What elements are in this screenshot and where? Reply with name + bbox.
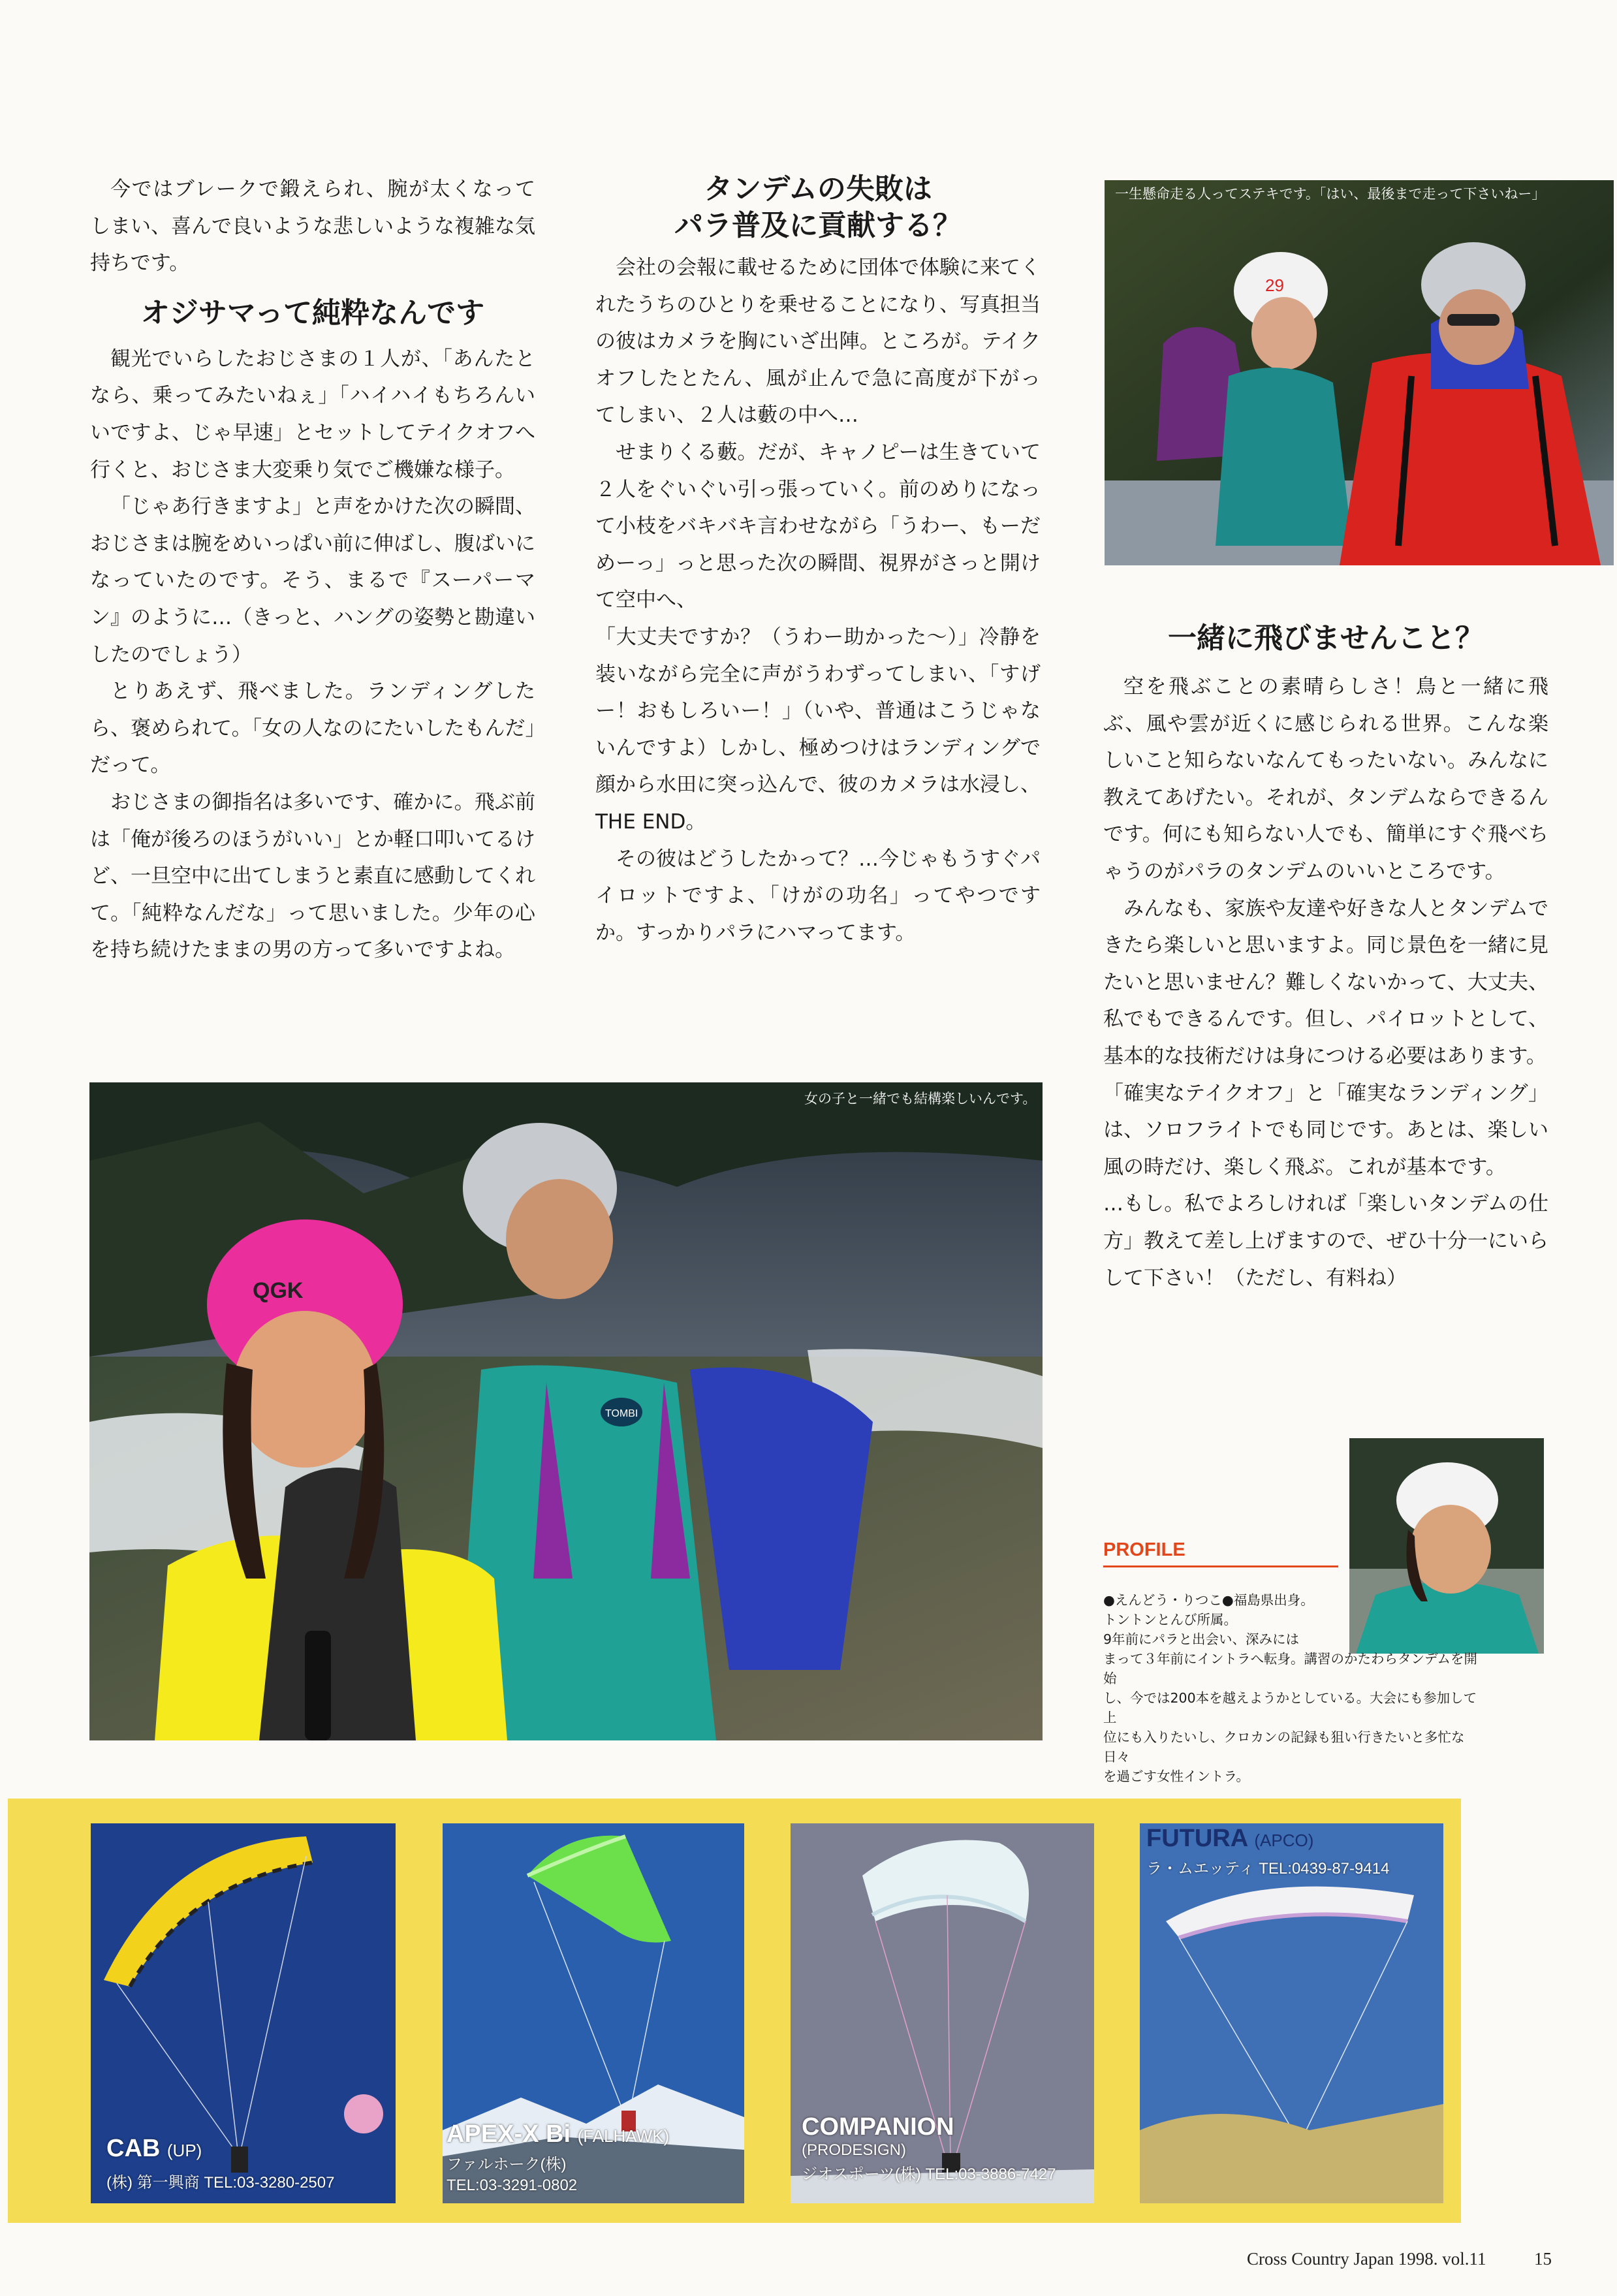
- profile-text: [1103, 1590, 1488, 1786]
- profile-title: PROFILE: [1103, 1539, 1185, 1560]
- article-column-1: [90, 171, 535, 969]
- paragraph: せまりくる藪。だが、キャノピーは生きていて２人をぐいぐい引っ張っていく。前のめりになって小枝をバキバキ言わせながら「うわー、もーだめーっ」っと思った次の瞬間、視界がさっと開けて空中へ、: [595, 440, 1041, 612]
- glider-name: FUTURA: [1146, 1825, 1248, 1852]
- heading-line: タンデムの失敗は: [704, 172, 932, 206]
- paragraph: 「大丈夫ですか？（うわー助かった〜）」冷静を装いながら完全に声がうわずってしまい、「すげー！おもしろいー！」（いや、普通はこうじゃないんですよ）しかし、極めつけはランディングで顔から水田に突っ込んで、彼のカメラは水浸し、THE END。: [595, 625, 1041, 834]
- glider-maker: (APCO): [1254, 1831, 1314, 1850]
- profile-divider: [1103, 1565, 1338, 1567]
- photo-caption: 女の子と一緒でも結構楽しいんです。: [804, 1091, 1037, 1107]
- section-heading: オジサマって純粋なんです: [140, 296, 485, 330]
- paragraph: 観光でいらしたおじさまの１人が、「あんたとなら、乗ってみたいねぇ」「ハイハイもちろんいいですよ、じゃ早速」とセットしてテイクオフへ行くと、おじさま大変乗り気でご機嫌な様子。: [90, 347, 535, 482]
- glider-name: APEX-X Bi: [447, 2120, 571, 2148]
- glider-label-apex: [447, 2120, 669, 2195]
- paragraph: その彼はどうしたかって？…今じゃもうすぐパイロットですよ、「けがの功名」ってやつですか。すっかりパラにハマってます。: [595, 847, 1041, 945]
- paragraph: みんなも、家族や友達や好きな人とタンデムできたら楽しいと思いますよ。同じ景色を一緒に見たいと思いません？難しくないかって、大丈夫、私でもできるんです。但し、パイロットとして、基本的な技術だけは身につける必要はあります。: [1103, 896, 1548, 1068]
- glider-label-cab: [106, 2135, 334, 2192]
- paragraph: おじさまの御指名は多いです、確かに。飛ぶ前は「俺が後ろのほうがいい」とか軽口叩いてるけど、一旦空中に出てしまうと素直に感動してくれて。「純粋なんだな」って思いました。少年の心を持ち続けたままの男の方って多いですよね。: [90, 790, 535, 962]
- section-heading: 一緒に飛びませんこと？: [1168, 621, 1484, 655]
- paragraph: 会社の会報に載せるために団体で体験に来てくれたうちのひとりを乗せることになり、写真担当の彼はカメラを胸にいざ出陣。ところが。テイクオフしたとたん、風が止んで急に高度が下がってしまい、２人は藪の中へ…: [595, 256, 1041, 428]
- glider-name: CAB: [106, 2135, 161, 2162]
- glider-contact: ラ・ムエッティ TEL:0439-87-9414: [1146, 1860, 1390, 1878]
- tandem-running-photo: [1105, 180, 1614, 565]
- paragraph: 今ではブレークで鍛えられ、腕が太くなってしまい、喜んで良いような悲しいような複雑な気持ちです。: [90, 178, 535, 275]
- glider-photo-futura: [1140, 1823, 1443, 2203]
- helmet-number: 29: [1265, 275, 1284, 295]
- glider-maker: (PRODESIGN): [802, 2141, 907, 2159]
- badge-text: TOMBI: [605, 1408, 638, 1419]
- article-column-2: [595, 171, 1041, 951]
- glider-label-futura: [1146, 1825, 1389, 1878]
- publication-name: Cross Country Japan 1998. vol.11: [1247, 2249, 1486, 2269]
- helmet-logo: QGK: [253, 1278, 304, 1303]
- paragraph: 空を飛ぶことの素晴らしさ！鳥と一緒に飛ぶ、風や雲が近くに感じられる世界。こんな楽しいこと知らないなんてもったいない。みんなに教えてあげたい。それが、タンデムならできるんです。何にも知らない人でも、簡単にすぐ飛べちゃうのがパラのタンデムのいいところです。: [1103, 675, 1548, 883]
- section-heading: [595, 171, 1041, 244]
- profile-line: し、今では200本を越えようかとしている。大会にも参加して上: [1103, 1690, 1477, 1725]
- glider-contact: ジオスポーツ(株) TEL:03-3886-7427: [802, 2165, 1056, 2183]
- paragraph: 「じゃあ行きますよ」と声をかけた次の瞬間、おじさまは腕をめいっぱい前に伸ばし、腹ばいになっていたのです。そう、まるで『スーパーマン』のように…（きっと、ハングの姿勢と勘違いしたのでしょう）: [90, 495, 535, 667]
- glider-maker: (UP): [166, 2141, 202, 2160]
- glider-contact: ファルホーク(株): [447, 2156, 567, 2173]
- glider-label-companion: [802, 2113, 1056, 2184]
- profile-line: を過ごす女性イントラ。: [1103, 1769, 1249, 1784]
- heading-line: パラ普及に貢献する？: [674, 209, 962, 242]
- profile-line: トントンとんび所属。: [1103, 1612, 1237, 1628]
- glider-contact: (株) 第一興商 TEL:03-3280-2507: [106, 2174, 335, 2192]
- paragraph: …もし。私でよろしければ「楽しいタンデムの仕方」教えて差し上げますので、ぜひ十分一にいらして下さい！（ただし、有料ね）: [1103, 1192, 1548, 1290]
- glider-name: COMPANION: [802, 2113, 954, 2141]
- profile-line: ●えんどう・りつこ●福島県出身。: [1103, 1592, 1314, 1608]
- profile-line: 位にも入りたいし、クロカンの記録も狙い行きたいと多忙な日々: [1103, 1729, 1465, 1765]
- paragraph: 「確実なテイクオフ」と「確実なランディング」は、ソロフライトでも同じです。あとは、楽しい風の時だけ、楽しく飛ぶ。これが基本です。: [1103, 1081, 1548, 1179]
- profile-line: 9年前にパラと出会い、深みには: [1103, 1631, 1300, 1647]
- photo-caption: 一生懸命走る人ってステキです。「はい、最後まで走って下さいねー」: [1115, 186, 1546, 202]
- profile-line: まって３年前にイントラへ転身。講習のかたわらタンデムを開始: [1103, 1651, 1477, 1686]
- main-photo: [89, 1082, 1043, 1740]
- glider-contact: TEL:03-3291-0802: [447, 2177, 578, 2194]
- page-number: 15: [1534, 2249, 1552, 2269]
- page-footer: [1247, 2249, 1552, 2269]
- article-column-3: [1103, 620, 1548, 1297]
- glider-maker: (FALHAWK): [577, 2126, 670, 2146]
- paragraph: とりあえず、飛べました。ランディングしたら、褒められて。「女の人なのにたいしたもんだ」だって。: [90, 680, 535, 778]
